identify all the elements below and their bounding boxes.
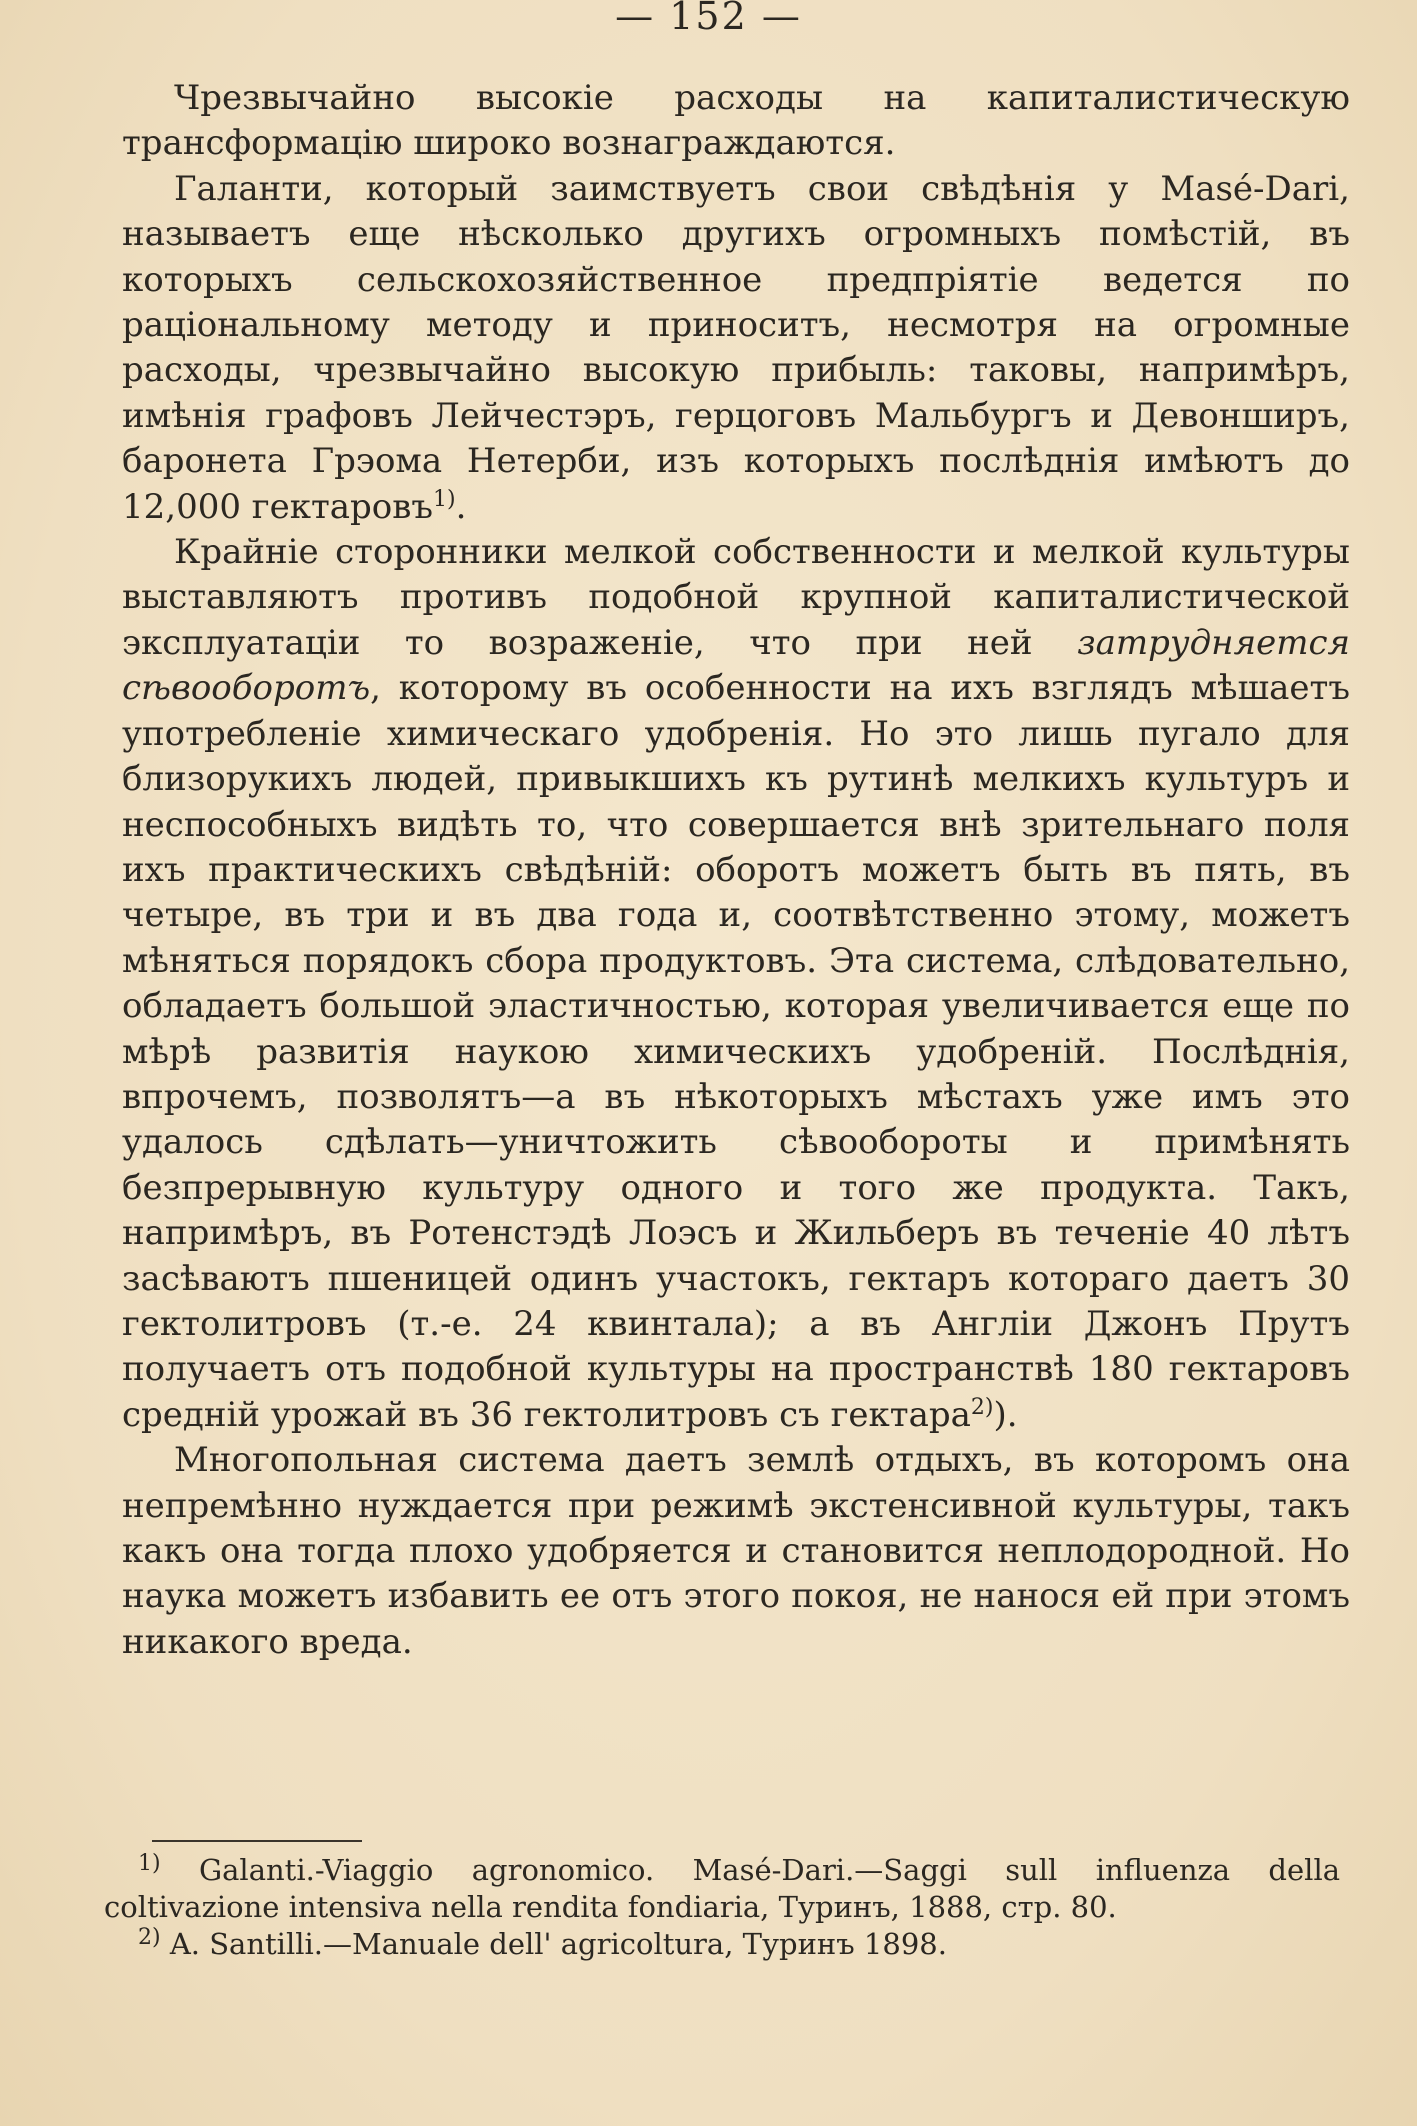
footnotes	[104, 1852, 1340, 1963]
paragraph-1-text: Чрезвычайно высокіе расходы на капиталистическую трансформацію широко вознаграждаются.	[122, 78, 1350, 164]
footnote-2	[104, 1926, 1340, 1963]
footnote-1-text: Galanti.-Viaggio agronomico. Masé-Dari.—Saggi sull influenza della coltivazione intensiva nella rendita fondiaria, Туринъ, 1888, стр. 80.	[104, 1853, 1341, 1924]
page-number: — 152 —	[615, 0, 802, 38]
paragraph-4-text: Многопольная система даетъ землѣ отдыхъ, въ которомъ она непремѣнно нуждается при режимѣ экстенсивной культуры, такъ какъ она тогда плохо удобряется и становится неплодородной. Но наука можетъ избавить ее отъ этого покоя, не нанося ей при этомъ никакого вреда.	[122, 1440, 1350, 1662]
footnote-2-text: A. Santilli.—Manuale dell' agricoltura, Туринъ 1898.	[169, 1927, 947, 1961]
paragraph-2-text: Галанти, который заимствуетъ свои свѣдѣнія у Masé-Dari, называетъ еще нѣсколько другихъ огромныхъ помѣстій, въ которыхъ сельскохозяйственное предпріятіе ведется по раціональному методу и приноситъ, несмотря на огромные расходы, чрезвычайно высокую прибыль: таковы, напримѣръ, имѣнія графовъ Лейчестэръ, герцоговъ Мальбургъ и Девонширъ, баронета Грэома Нетерби, изъ которыхъ послѣднія имѣютъ до 12,000 гектаровъ	[122, 168, 1350, 527]
footnote-ref-1: 1)	[433, 486, 456, 512]
paragraph-3: Крайніе сторонники мелкой собственности и мелкой культуры выставляютъ противъ подобной крупной капиталистической эксплуатаціи то возраженіе, что при ней затрудняется сѣвооборотъ, которому въ особенности на ихъ взглядъ мѣшаетъ употребленіе химическаго удобренія. Но это лишь пугало для близорукихъ людей, привыкшихъ къ рутинѣ мелкихъ культуръ и неспособныхъ видѣть то, что совершается внѣ зрительнаго поля ихъ практическихъ свѣдѣній: оборотъ можетъ быть въ пять, въ четыре, въ три и въ два года и, соотвѣтственно этому, можетъ мѣняться порядокъ сбора продуктовъ. Эта система, слѣдовательно, обладаетъ большой эластичностью, которая увеличивается еще по мѣрѣ развитія наукою химическихъ удобреній. Послѣднія, впрочемъ, позволятъ—а въ нѣкоторыхъ мѣстахъ уже имъ это удалось сдѣлать—уничтожить сѣвообороты и примѣнять безпрерывную культуру одного и того же продукта. Такъ, напримѣръ, въ Ротенстэдѣ Лоэсъ и Жильберъ въ теченіе 40 лѣтъ засѣваютъ пшеницей одинъ участокъ, гектаръ котораго даетъ 30 гектолитровъ (т.-е. 24 квинтала); а въ Англіи Джонъ Прутъ получаетъ отъ подобной культуры на пространствѣ 180 гектаровъ средній урожай въ 36 гектолитровъ съ гектара$^{2)}$).	[122, 532, 1351, 1435]
footnote-1-mark: 1)	[138, 1851, 161, 1876]
paragraph-4	[122, 1438, 1350, 1665]
paragraph-3-text-end: , которому въ особенности на ихъ взглядъ мѣшаетъ употребленіе химическаго удобренія. Но это лишь пугало для близорукихъ людей, привыкшихъ къ рутинѣ мелкихъ культуръ и неспособныхъ видѣть то, что совершается внѣ зрительнаго поля ихъ практическихъ свѣдѣній: оборотъ можетъ быть въ пять, въ четыре, въ три и въ два года и, соотвѣтственно этому, можетъ мѣняться порядокъ сбора продуктовъ. Эта система, слѣдовательно, обладаетъ большой эластичностью, которая увеличивается еще по мѣрѣ развитія наукою химическихъ удобреній. Послѣднія, впрочемъ, позволятъ—а въ нѣкоторыхъ мѣстахъ уже имъ это удалось сдѣлать—уничтожить сѣвообороты и примѣнять безпрерывную культуру одного и того же продукта. Такъ, напримѣръ, въ Ротенстэдѣ Лоэсъ и Жильберъ въ теченіе 40 лѣтъ засѣваютъ пшеницей одинъ участокъ, гектаръ котораго даетъ 30 гектолитровъ (т.-е. 24 квинтала); а въ Англіи Джонъ Прутъ получаетъ отъ подобной культуры на пространствѣ 180 гектаровъ средній урожай въ 36 гектолитровъ съ гектара	[122, 668, 1350, 1435]
paragraph-1	[122, 76, 1350, 167]
paragraph-3-emphasis: затрудняется сѣвооборотъ	[122, 622, 1351, 709]
footnote-1	[104, 1852, 1340, 1926]
main-text	[122, 76, 1350, 1665]
footnote-2-mark: 2)	[138, 1925, 161, 1950]
paragraph-2: Галанти, который заимствуетъ свои свѣдѣнія у Masé-Dari, называетъ еще нѣсколько другихъ огромныхъ помѣстій, въ которыхъ сельскохозяйственное предпріятіе ведется по раціональному методу и приноситъ, несмотря на огромные расходы, чрезвычайно высокую прибыль: таковы, напримѣръ, имѣнія графовъ Лейчестэръ, герцоговъ Мальбургъ и Девонширъ, баронета Грэома Нетерби, изъ которыхъ послѣднія имѣютъ до 12,000 гектаровъ$^{1)}$.	[122, 168, 1350, 527]
paragraph-3-text-start: Крайніе сторонники мелкой собственности и мелкой культуры выставляютъ противъ подобной крупной капиталистической эксплуатаціи то возраженіе, что при ней	[122, 532, 1350, 663]
footnote-divider	[152, 1840, 362, 1842]
footnote-ref-2: 2)	[970, 1394, 994, 1420]
